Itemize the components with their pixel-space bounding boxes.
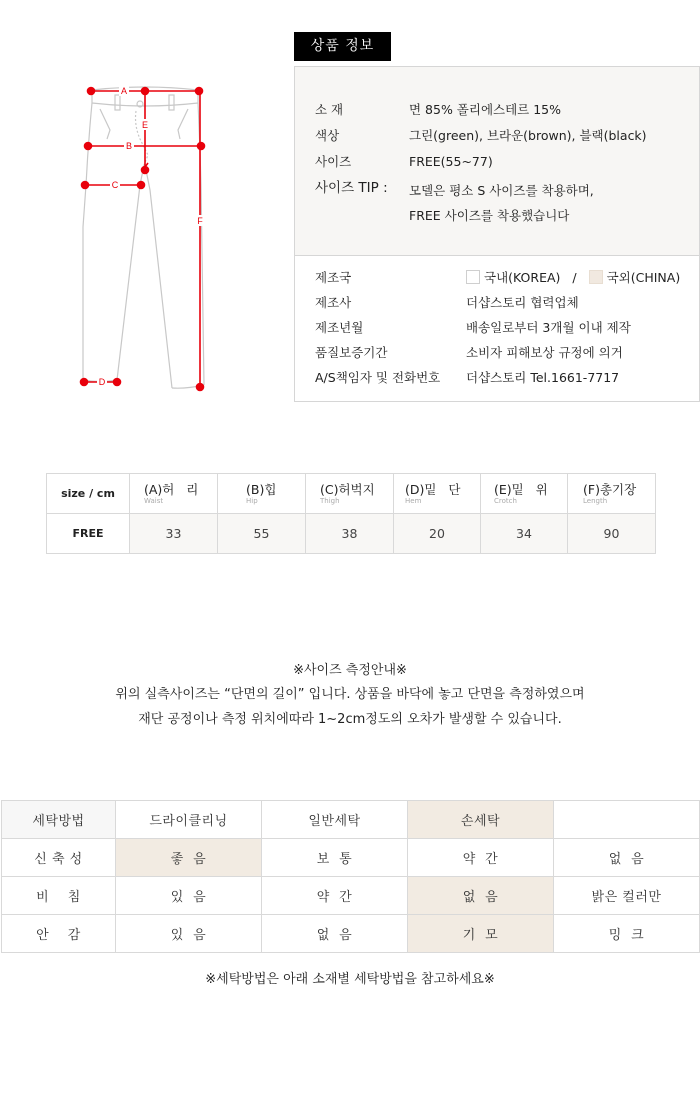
notice-value: 더샵스토리 Tel.1661-7717 [466, 370, 620, 385]
wash-cell: 보 통 [262, 839, 408, 877]
wash-cell-selected: 손세탁 [408, 801, 554, 839]
size-value-hip: 55 [218, 514, 306, 554]
spec-value: 모델은 평소 S 사이즈를 착용하며, [409, 183, 594, 198]
wash-row-sheerness [2, 877, 700, 915]
wash-cell: 없 음 [554, 839, 700, 877]
wash-care-table [1, 800, 700, 953]
wash-row-method [2, 801, 700, 839]
size-header-length: (F)총기장 Length [568, 474, 656, 514]
origin-separator: / [572, 270, 577, 285]
size-header-crotch: (E)밑 위 Crotch [481, 474, 568, 514]
spec-value: 그린(green), 브라운(brown), 블랙(black) [409, 128, 647, 143]
svg-text:A: A [120, 86, 128, 96]
wash-cell [554, 801, 700, 839]
size-table [46, 473, 656, 554]
product-spec-section [295, 67, 699, 256]
svg-text:E: E [141, 120, 149, 130]
wash-cell: 약 간 [262, 877, 408, 915]
notice-label: 제조년월 [315, 320, 364, 335]
measure-guide-title: ※사이즈 측정안내※ [293, 663, 407, 678]
checkbox-korea[interactable] [466, 270, 480, 284]
wash-cell: 있 음 [116, 915, 262, 953]
notice-value: 소비자 피해보상 규정에 의거 [466, 345, 623, 360]
spec-label: 색상 [315, 128, 340, 143]
size-label: FREE [47, 514, 130, 554]
wash-row-label: 안 감 [2, 915, 116, 953]
notice-label: 품질보증기간 [315, 345, 388, 360]
svg-text:D: D [98, 377, 106, 387]
notice-label: 제조사 [315, 295, 352, 310]
origin-korea-label: 국내(KOREA) [484, 270, 561, 285]
measure-guide-line1: 위의 실측사이즈는 “단면의 길이” 입니다. 상품을 바닥에 놓고 단면을 측정하였으며 [115, 687, 585, 702]
notice-label: A/S책임자 및 전화번호 [315, 370, 441, 385]
wash-row-lining [2, 915, 700, 953]
product-info-title: 상품 정보 [294, 32, 391, 61]
wash-row-label: 세탁방법 [2, 801, 116, 839]
spec-value: FREE(55~77) [409, 154, 493, 169]
pants-measurement-diagram [70, 75, 220, 400]
size-header-waist: (A)허 리 Waist [130, 474, 218, 514]
notice-label: 제조국 [315, 270, 352, 285]
origin-china-label: 국외(CHINA) [606, 270, 681, 285]
wash-cell: 있 음 [116, 877, 262, 915]
spec-label: 사이즈 [315, 154, 352, 169]
size-header-thigh: (C)허벅지 Thigh [306, 474, 394, 514]
wash-note: ※세탁방법은 아래 소재별 세탁방법을 참고하세요※ [205, 972, 495, 987]
size-table-corner: size / cm [47, 474, 130, 514]
size-table-row [47, 514, 656, 554]
wash-cell: 약 간 [408, 839, 554, 877]
wash-cell: 일반세탁 [262, 801, 408, 839]
wash-cell: 밝은 컬러만 [554, 877, 700, 915]
size-header-hip: (B)힙 Hip [218, 474, 306, 514]
spec-label: 사이즈 TIP : [315, 180, 388, 196]
measure-guide-line2: 재단 공정이나 측정 위치에따라 1~2cm정도의 오차가 발생할 수 있습니다. [138, 712, 562, 727]
size-value-length: 90 [568, 514, 656, 554]
checkbox-china[interactable] [589, 270, 603, 284]
wash-cell-selected: 없 음 [408, 877, 554, 915]
wash-cell: 밍 크 [554, 915, 700, 953]
notice-value: 배송일로부터 3개월 이내 제작 [466, 320, 631, 335]
size-value-crotch: 34 [481, 514, 568, 554]
wash-cell: 드라이클리닝 [116, 801, 262, 839]
origin-options [466, 270, 680, 286]
wash-row-label: 비 침 [2, 877, 116, 915]
wash-cell: 없 음 [262, 915, 408, 953]
size-table-header-row [47, 474, 656, 514]
size-header-hem: (D)밑 단 Hem [394, 474, 481, 514]
wash-row-label: 신 축 성 [2, 839, 116, 877]
spec-value-line2: FREE 사이즈를 착용했습니다 [409, 208, 570, 223]
size-value-thigh: 38 [306, 514, 394, 554]
notice-value: 더샵스토리 협력업체 [466, 295, 579, 310]
size-value-hem: 20 [394, 514, 481, 554]
spec-label: 소 재 [315, 102, 344, 117]
svg-text:C: C [111, 180, 119, 190]
pants-outline-icon [70, 75, 220, 400]
svg-text:F: F [197, 216, 203, 226]
product-info-box [294, 66, 700, 402]
wash-cell-selected: 좋 음 [116, 839, 262, 877]
wash-cell-selected: 기 모 [408, 915, 554, 953]
wash-row-stretch [2, 839, 700, 877]
svg-text:B: B [125, 141, 133, 151]
spec-value: 면 85% 폴리에스테르 15% [409, 102, 562, 117]
spec-row-size-tip [295, 180, 699, 225]
size-value-waist: 33 [130, 514, 218, 554]
product-notice-section [295, 257, 699, 401]
